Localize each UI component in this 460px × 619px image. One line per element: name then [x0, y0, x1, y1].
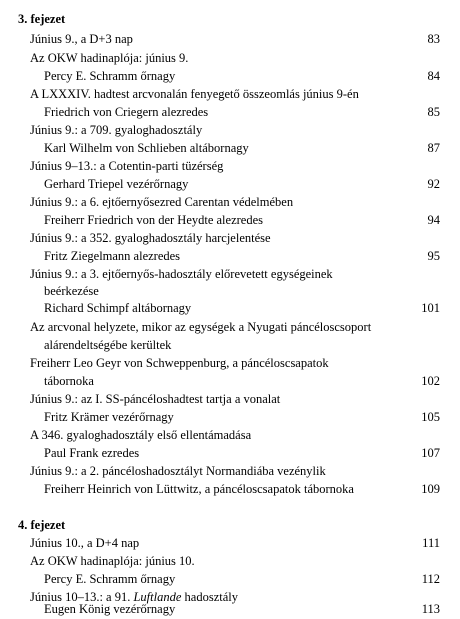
toc-entry-author-name: Paul Frank ezredes: [44, 446, 140, 460]
toc-entry-title: Június 9.: a 2. páncéloshadosztályt Normandiába vezénylik: [30, 464, 326, 478]
toc-entry: [0, 193, 460, 211]
toc-entry-author-name: Freiherr Friedrich von der Heydte alezredes: [44, 213, 264, 227]
toc-entry-author-name: Percy E. Schramm őrnagy: [44, 69, 176, 83]
chapter-3-heading: 3. fejezet: [18, 12, 66, 26]
toc-entry: [0, 318, 460, 336]
toc-entry-author-name: Fritz Ziegelmann alezredes: [44, 249, 181, 263]
toc-page-number: 112: [421, 572, 440, 586]
toc-entry-title-continued: tábornoka: [44, 374, 94, 388]
toc-entry-author: [0, 408, 460, 426]
toc-entry: [0, 85, 460, 103]
toc-page-number: 92: [427, 177, 440, 191]
toc-entry-author-name: Eugen König vezérőrnagy: [44, 602, 176, 616]
toc-entry-author-name: Gerhard Triepel vezérőrnagy: [44, 177, 189, 191]
toc-page-number: 83: [427, 32, 440, 46]
toc-page-number: 102: [421, 374, 440, 388]
toc-entry: [0, 534, 460, 552]
toc-entry: [0, 265, 460, 283]
toc-entry: [0, 121, 460, 139]
toc-entry-title: Június 10., a D+4 nap: [30, 536, 140, 550]
toc-entry: [0, 552, 460, 570]
toc-entry: [0, 354, 460, 372]
toc-entry-title: Június 9.: az I. SS-páncéloshadtest tartja a vonalat: [30, 392, 281, 406]
toc-entry-author: [0, 139, 460, 157]
toc-entry: [0, 30, 460, 48]
toc-entry: [0, 462, 460, 480]
toc-entry-title-continued: beérkezése: [44, 284, 99, 298]
toc-page-number: 84: [427, 69, 440, 83]
toc-entry: [0, 426, 460, 444]
toc-entry-continuation: [0, 282, 460, 300]
toc-entry-title: Június 9.: a 3. ejtőernyős-hadosztály előrevetett egységeinek: [30, 267, 333, 281]
toc-entry-continuation: [0, 336, 460, 354]
toc-entry-author-name: Fritz Krämer vezérőrnagy: [44, 410, 174, 424]
toc-page-number: 85: [427, 105, 440, 119]
toc-page-number: 87: [427, 141, 440, 155]
toc-page-number: 113: [421, 602, 440, 616]
toc-page-number: 105: [421, 410, 440, 424]
toc-page-number: 109: [421, 482, 440, 496]
toc-entry-author-name: Karl Wilhelm von Schlieben altábornagy: [44, 141, 249, 155]
toc-entry: [0, 390, 460, 408]
toc-entry-author: [0, 444, 460, 462]
toc-entry-continuation: [0, 372, 460, 390]
toc-entry-author-name: Freiherr Heinrich von Lüttwitz, a páncéloscsapatok tábornoka: [44, 482, 354, 496]
toc-entry-author: [0, 175, 460, 193]
toc-entry-title-continued: alárendeltségébe kerültek: [44, 338, 172, 352]
toc-entry-title: Az OKW hadinaplója: június 10.: [30, 554, 195, 568]
toc-entry-author: [0, 247, 460, 265]
toc-entry-title: A 346. gyaloghadosztály első ellentámadása: [30, 428, 252, 442]
toc-page-number: 94: [427, 213, 440, 227]
toc-entry-author-name: Percy E. Schramm őrnagy: [44, 572, 176, 586]
toc-entry-author: [0, 570, 460, 588]
toc-entry-author: [0, 103, 460, 121]
toc-entry-title: Az arcvonal helyzete, mikor az egységek a Nyugati páncéloscsoport: [30, 320, 372, 334]
toc-entry-author: [0, 299, 460, 317]
toc-entry-author: [0, 480, 460, 498]
toc-page-number: 101: [421, 301, 440, 315]
toc-page-number: 95: [427, 249, 440, 263]
toc-entry-author-name: Richard Schimpf altábornagy: [44, 301, 192, 315]
toc-entry-title: Június 9.: a 6. ejtőernyősezred Carentan védelmében: [30, 195, 294, 209]
toc-page-number: 111: [422, 536, 440, 550]
toc-entry-title: Freiherr Leo Geyr von Schweppenburg, a páncéloscsapatok: [30, 356, 329, 370]
toc-entry-title: A LXXXIV. hadtest arcvonalán fenyegető összeomlás június 9-én: [30, 87, 359, 101]
toc-entry-title: Június 9., a D+3 nap: [30, 32, 133, 46]
toc-entry: [0, 157, 460, 175]
toc-entry-title: Június 9.: a 352. gyaloghadosztály harcjelentése: [30, 231, 271, 245]
toc-entry: [0, 229, 460, 247]
toc-entry: [0, 49, 460, 67]
toc-page-number: 107: [421, 446, 440, 460]
italic-term: Luftlande: [133, 590, 182, 604]
toc-entry-author-name: Friedrich von Criegern alezredes: [44, 105, 209, 119]
toc-entry-title: Az OKW hadinaplója: június 9.: [30, 51, 189, 65]
toc-entry-title: Június 10–13.: a 91. Luftlande hadosztály: [30, 590, 238, 604]
toc-entry-author: [0, 600, 460, 618]
toc-entry-title: Június 9–13.: a Cotentin-parti tüzérség: [30, 159, 224, 173]
chapter-4-heading: 4. fejezet: [18, 518, 66, 532]
toc-entry-title: Június 9.: a 709. gyaloghadosztály: [30, 123, 203, 137]
toc-entry-author: [0, 211, 460, 229]
toc-entry-author: [0, 67, 460, 85]
